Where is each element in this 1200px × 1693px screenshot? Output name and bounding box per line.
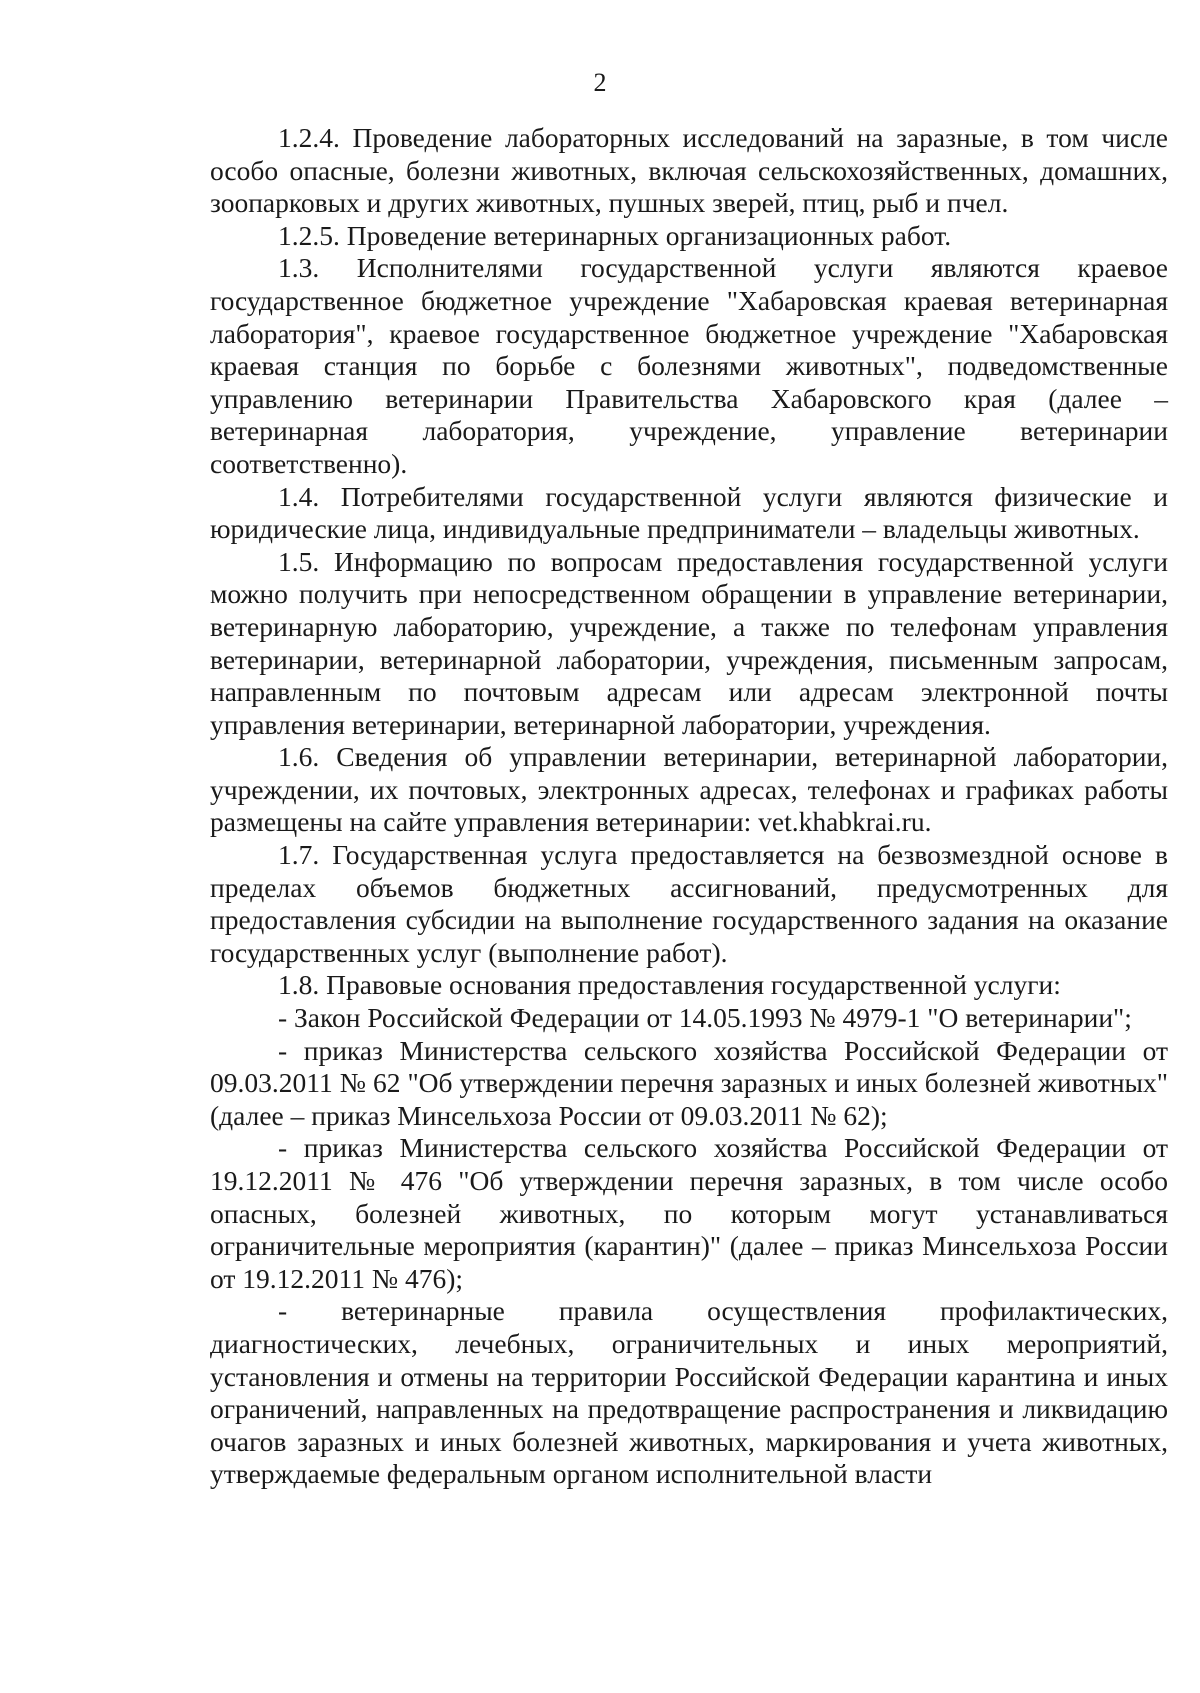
document-body xyxy=(210,122,1168,1491)
page-number: 2 xyxy=(593,68,607,97)
list-item-order-62: - приказ Министерства сельского хозяйства Российской Федерации от 09.03.2011 № 62 "Об утверждении перечня заразных и иных болезней животных" (далее – приказ Минсельхоза России от 09.03.2011 № 62); xyxy=(210,1034,1168,1131)
paragraph-1-2-5: 1.2.5. Проведение ветеринарных организационных работ. xyxy=(278,219,952,251)
paragraph-1-3: 1.3. Исполнителями государственной услуги являются краевое государственное бюджетное учреждение "Хабаровская краевая ветеринарная лаборатория", краевое государственное бюджетное учреждение "Хабаровская краевая станция по борьбе с болезнями животных", подведомственные управлению ветеринарии Правительства Хабаровского края (далее – ветеринарная лаборатория, учреждение, управление ветеринарии соответственно). xyxy=(210,252,1168,479)
paragraph-1-6: 1.6. Сведения об управлении ветеринарии, ветеринарной лаборатории, учреждении, их почтовых, электронных адресах, телефонах и графиках работы размещены на сайте управления ветеринарии: vet.khabkrai.ru. xyxy=(210,741,1168,838)
list-item-order-476: - приказ Министерства сельского хозяйства Российской Федерации от 19.12.2011 № 476 "Об утверждении перечня заразных, в том числе особо опасных, болезней животных, по которым могут устанавливаться ограничительные мероприятия (карантин)" (далее – приказ Минсельхоза России от 19.12.2011 № 476); xyxy=(210,1132,1168,1294)
paragraph-1-7: 1.7. Государственная услуга предоставляется на безвозмездной основе в пределах объемов бюджетных ассигнований, предусмотренных для предоставления субсидии на выполнение государственного задания на оказание государственных услуг (выполнение работ). xyxy=(210,839,1168,968)
list-item-law-vet: - Закон Российской Федерации от 14.05.1993 № 4979-1 "О ветеринарии"; xyxy=(278,1002,1132,1034)
paragraph-1-8: 1.8. Правовые основания предоставления государственной услуги: xyxy=(278,969,1061,1001)
list-item-vet-rules: - ветеринарные правила осуществления профилактических, диагностических, лечебных, ограничительных и иных мероприятий, установления и отмены на территории Российской Федерации карантина и иных ограничений, направленных на предотвращение распространения и ликвидацию очагов заразных и иных болезней животных, маркирования и учета животных, утверждаемые федеральным органом исполнительной власти xyxy=(210,1295,1168,1490)
paragraph-1-5: 1.5. Информацию по вопросам предоставления государственной услуги можно получить при непосредственном обращении в управление ветеринарии, ветеринарную лабораторию, учреждение, а также по телефонам управления ветеринарии, ветеринарной лаборатории, учреждения, письменным запросам, направленным по почтовым адресам или адресам электронной почты управления ветеринарии, ветеринарной лаборатории, учреждения. xyxy=(210,545,1168,740)
paragraph-1-2-4: 1.2.4. Проведение лабораторных исследований на заразные, в том числе особо опасные, болезни животных, включая сельскохозяйственных, домашних, зоопарковых и других животных, пушных зверей, птиц, рыб и пчел. xyxy=(210,122,1168,219)
paragraph-1-4: 1.4. Потребителями государственной услуги являются физические и юридические лица, индивидуальные предприниматели – владельцы животных. xyxy=(210,480,1168,545)
